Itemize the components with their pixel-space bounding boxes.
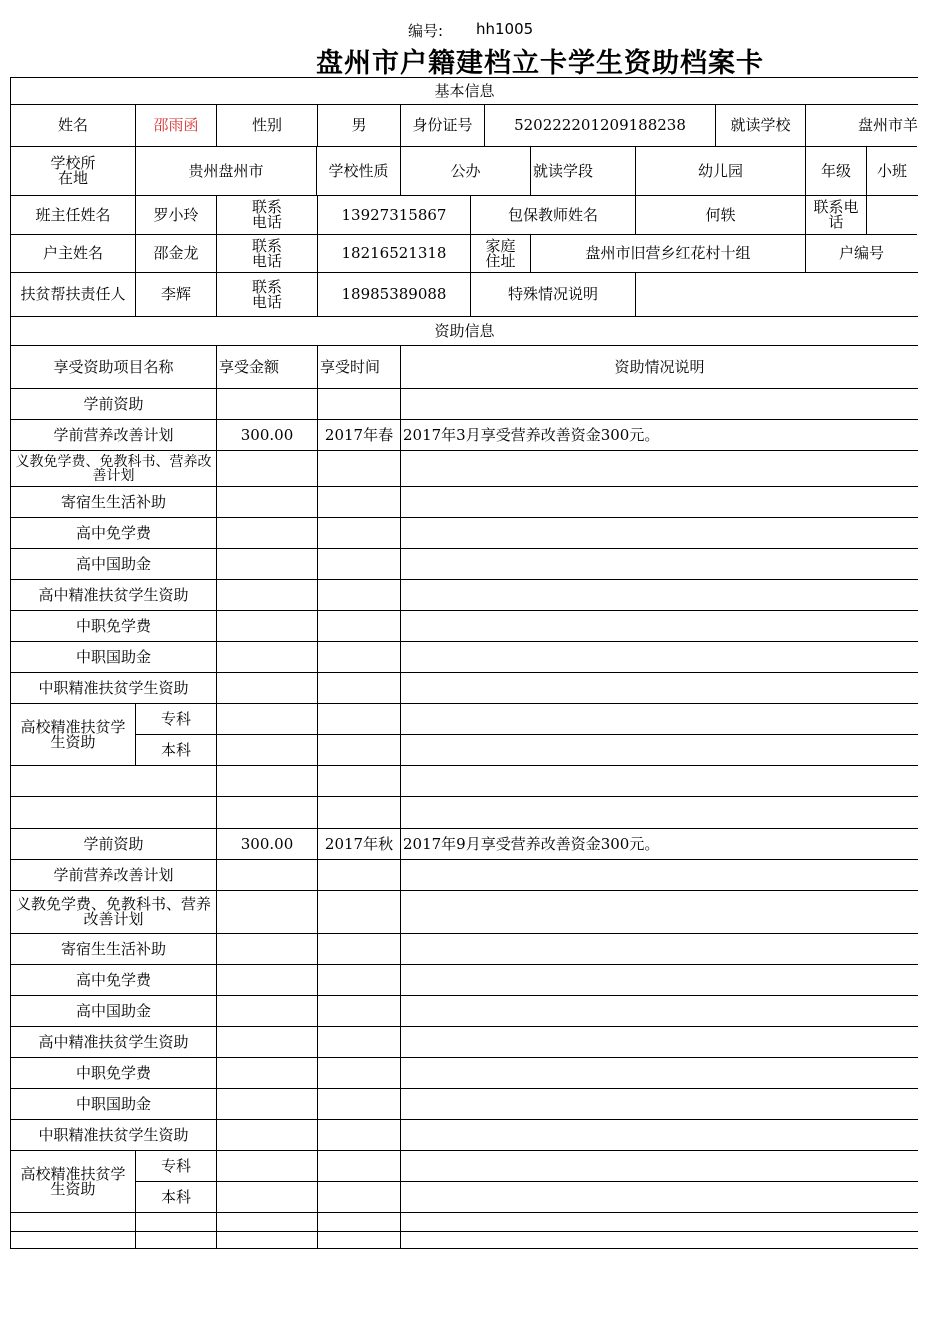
amount-value [216, 641, 317, 672]
project-name: 寄宿生生活补助 [10, 486, 216, 517]
teacher-phone: 13927315867 [317, 195, 470, 234]
desc-value [400, 995, 918, 1026]
project-name: 高中国助金 [10, 995, 216, 1026]
desc-value [400, 1088, 918, 1119]
college-sub-benke: 本科 [135, 734, 216, 765]
time-value [317, 734, 400, 765]
section-title-basic: 基本信息 [10, 77, 918, 104]
project-name: 中职国助金 [10, 1088, 216, 1119]
table-bottom-border [10, 1248, 918, 1249]
nature-label: 学校性质 [316, 146, 400, 195]
time-value [317, 548, 400, 579]
desc-value: 2017年9月享受营养改善资金300元。 [400, 828, 918, 859]
blank-cell [216, 1231, 317, 1248]
amount-value [216, 703, 317, 734]
code-value: hh1005 [476, 20, 534, 38]
amount-value [216, 517, 317, 548]
college-aid-label: 高校精准扶贫学生资助 [10, 1150, 135, 1212]
head-phone: 18216521318 [317, 234, 470, 272]
time-value [317, 1057, 400, 1088]
project-name: 中职国助金 [10, 641, 216, 672]
col-amount: 享受金额 [216, 345, 317, 388]
aid-person-label: 扶贫帮扶责任人 [10, 272, 135, 316]
blank-cell [400, 765, 918, 796]
blank-cell [135, 1231, 216, 1248]
desc-value [400, 964, 918, 995]
time-value [317, 672, 400, 703]
desc-value [400, 1181, 918, 1212]
desc-value [400, 1057, 918, 1088]
desc-value [400, 641, 918, 672]
time-value [317, 933, 400, 964]
blank-cell [10, 796, 216, 828]
amount-value [216, 672, 317, 703]
desc-value [400, 703, 918, 734]
time-value [317, 450, 400, 486]
time-value [317, 859, 400, 890]
amount-value [216, 1026, 317, 1057]
amount-value [216, 933, 317, 964]
blank-cell [135, 1212, 216, 1231]
name-label: 姓名 [10, 104, 135, 146]
college-sub-zhuanke: 专科 [135, 703, 216, 734]
blank-cell [216, 796, 317, 828]
aid-phone-label: 联系电话 [216, 272, 317, 316]
address-value: 盘州市旧营乡红花村十组 [530, 234, 805, 272]
amount-value [216, 548, 317, 579]
amount-value [216, 995, 317, 1026]
time-value [317, 890, 400, 933]
amount-value [216, 486, 317, 517]
amount-value [216, 579, 317, 610]
desc-value [400, 859, 918, 890]
time-value [317, 641, 400, 672]
desc-value [400, 579, 918, 610]
nature-value: 公办 [400, 146, 530, 195]
project-name: 高中免学费 [10, 517, 216, 548]
time-value [317, 1119, 400, 1150]
blank-cell [400, 796, 918, 828]
time-value: 2017年春 [317, 419, 400, 450]
blank-cell [317, 1231, 400, 1248]
col-time: 享受时间 [317, 345, 400, 388]
time-value [317, 610, 400, 641]
stage-value: 幼儿园 [635, 146, 805, 195]
gender-label: 性别 [216, 104, 317, 146]
section-title-funding: 资助信息 [10, 316, 918, 345]
amount-value [216, 734, 317, 765]
project-name: 高中国助金 [10, 548, 216, 579]
page-title: 盘州市户籍建档立卡学生资助档案卡 [316, 48, 764, 79]
desc-value [400, 933, 918, 964]
time-value [317, 964, 400, 995]
desc-value [400, 672, 918, 703]
time-value [317, 388, 400, 419]
amount-value [216, 890, 317, 933]
grade-value: 小班 [866, 146, 917, 195]
location-value: 贵州盘州市 [135, 146, 316, 195]
head-phone-label: 联系电话 [216, 234, 317, 272]
amount-value [216, 388, 317, 419]
project-name: 中职免学费 [10, 610, 216, 641]
desc-value [400, 450, 918, 486]
project-name: 中职精准扶贫学生资助 [10, 672, 216, 703]
project-name: 高中免学费 [10, 964, 216, 995]
desc-value [400, 388, 918, 419]
guarantor-value: 何轶 [635, 195, 805, 234]
project-name: 寄宿生生活补助 [10, 933, 216, 964]
grade-label: 年级 [805, 146, 866, 195]
time-value [317, 1150, 400, 1181]
desc-value [400, 734, 918, 765]
guarantor-phone-label: 联系电话 [805, 195, 866, 234]
gender-value: 男 [317, 104, 400, 146]
project-name: 高中精准扶贫学生资助 [10, 579, 216, 610]
project-name: 学前资助 [10, 828, 216, 859]
desc-value [400, 1026, 918, 1057]
time-value [317, 1088, 400, 1119]
desc-value [400, 486, 918, 517]
desc-value [400, 610, 918, 641]
time-value [317, 995, 400, 1026]
special-label: 特殊情况说明 [470, 272, 635, 316]
blank-cell [216, 765, 317, 796]
amount-value [216, 1119, 317, 1150]
amount-value [216, 1150, 317, 1181]
special-value [635, 272, 918, 316]
amount-value: 300.00 [216, 828, 317, 859]
col-project: 享受资助项目名称 [10, 345, 216, 388]
project-name: 学前资助 [10, 388, 216, 419]
desc-value [400, 1150, 918, 1181]
school-label: 就读学校 [715, 104, 805, 146]
id-value: 520222201209188238 [484, 104, 715, 146]
aid-person-value: 李辉 [135, 272, 216, 316]
location-label: 学校所在地 [10, 146, 135, 195]
stage-label: 就读学段 [530, 146, 635, 195]
college-sub-zhuanke: 专科 [135, 1150, 216, 1181]
col-desc: 资助情况说明 [400, 345, 918, 388]
amount-value: 300.00 [216, 419, 317, 450]
time-value: 2017年秋 [317, 828, 400, 859]
teacher-label: 班主任姓名 [10, 195, 135, 234]
project-name: 义教免学费、免教科书、营养改善计划 [10, 450, 216, 486]
desc-value [400, 890, 918, 933]
blank-cell [400, 1231, 918, 1248]
time-value [317, 1181, 400, 1212]
amount-value [216, 1088, 317, 1119]
college-sub-benke: 本科 [135, 1181, 216, 1212]
project-name: 高中精准扶贫学生资助 [10, 1026, 216, 1057]
teacher-phone-label: 联系电话 [216, 195, 317, 234]
amount-value [216, 610, 317, 641]
time-value [317, 517, 400, 548]
guarantor-phone [866, 195, 918, 234]
school-value: 盘州市羊 [805, 104, 918, 146]
blank-cell [216, 1212, 317, 1231]
teacher-value: 罗小玲 [135, 195, 216, 234]
blank-cell [317, 765, 400, 796]
aid-phone: 18985389088 [317, 272, 470, 316]
desc-value [400, 517, 918, 548]
amount-value [216, 1057, 317, 1088]
project-name: 学前营养改善计划 [10, 859, 216, 890]
desc-value [400, 548, 918, 579]
address-label: 家庭住址 [470, 234, 530, 272]
head-value: 邵金龙 [135, 234, 216, 272]
blank-cell [10, 765, 216, 796]
time-value [317, 703, 400, 734]
time-value [317, 486, 400, 517]
project-name: 中职精准扶贫学生资助 [10, 1119, 216, 1150]
blank-cell [317, 796, 400, 828]
blank-cell [400, 1212, 918, 1231]
head-label: 户主姓名 [10, 234, 135, 272]
guarantor-label: 包保教师姓名 [470, 195, 635, 234]
blank-cell [10, 1212, 135, 1231]
project-name: 义教免学费、免教科书、营养改善计划 [10, 890, 216, 933]
time-value [317, 579, 400, 610]
amount-value [216, 859, 317, 890]
amount-value [216, 450, 317, 486]
project-name: 学前营养改善计划 [10, 419, 216, 450]
id-label: 身份证号 [400, 104, 484, 146]
amount-value [216, 1181, 317, 1212]
time-value [317, 1026, 400, 1057]
household-no-label: 户编号 [805, 234, 917, 272]
desc-value: 2017年3月享受营养改善资金300元。 [400, 419, 918, 450]
blank-cell [10, 1231, 135, 1248]
college-aid-label: 高校精准扶贫学生资助 [10, 703, 135, 765]
name-value: 邵雨函 [135, 104, 216, 146]
amount-value [216, 964, 317, 995]
desc-value [400, 1119, 918, 1150]
project-name: 中职免学费 [10, 1057, 216, 1088]
blank-cell [317, 1212, 400, 1231]
code-label: 编号: [408, 22, 444, 40]
